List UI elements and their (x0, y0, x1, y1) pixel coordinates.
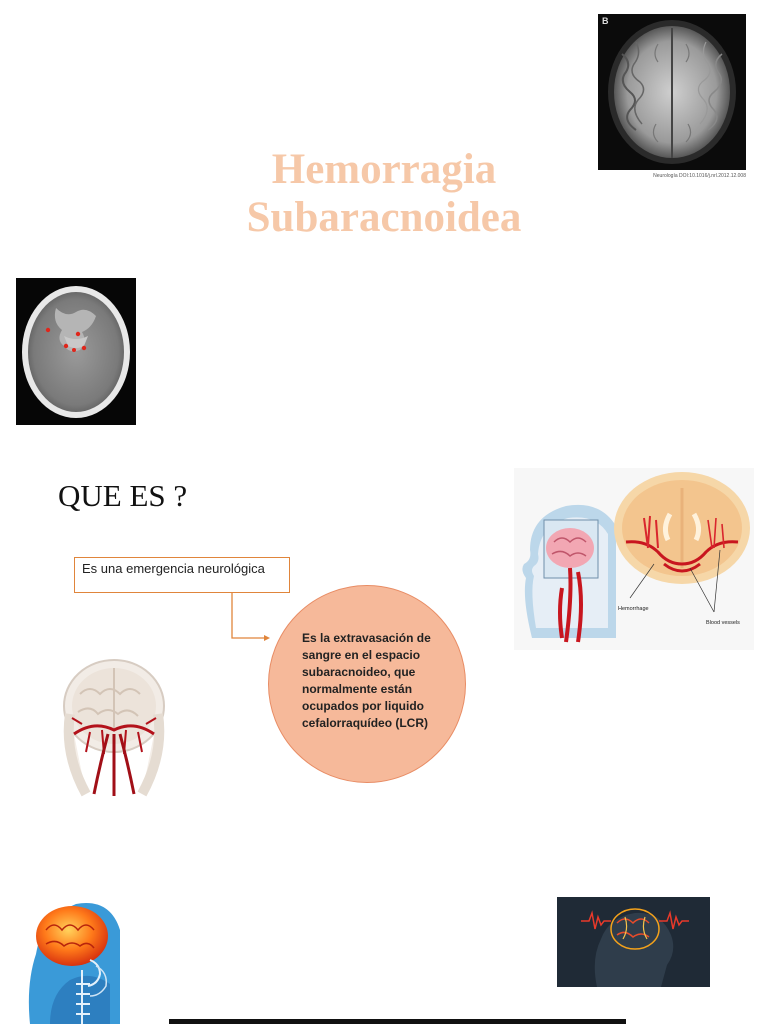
mri-brain-image (598, 14, 746, 170)
blood-vessels-label: Blood vessels (706, 620, 740, 626)
title-line-1: Hemorragia (271, 146, 497, 193)
section-heading: QUE ES ? (58, 478, 188, 513)
connector-arrow (228, 593, 272, 643)
title-line-2: Subaracnoidea (246, 194, 522, 241)
coronal-brain-illustration (60, 654, 170, 804)
ct-brain-drawing (16, 278, 136, 425)
definition-box (74, 557, 290, 593)
mri-corner-letter: B (602, 16, 609, 26)
definition-box-text: Es una emergencia neurológica (82, 561, 265, 576)
bottom-divider-bar (169, 1019, 626, 1024)
ct-scan-image (16, 278, 136, 425)
hemorrhage-illustration (514, 468, 754, 650)
page-title (150, 146, 618, 242)
mri-brain-drawing (598, 14, 746, 170)
brain-pulse-image (557, 897, 710, 987)
definition-circle-text: Es la extravasación de sangre en el espacio subaracnoideo, que normalmente están ocupados por liquido cefalorraquídeo (LCR) (302, 631, 431, 730)
glowing-brain-skeleton (20, 900, 120, 1024)
mri-caption: Neurología DOI:10.1016/j.nrl.2012.12.008 (653, 173, 746, 179)
hemorrhage-label: Hemorrhage (618, 606, 649, 612)
